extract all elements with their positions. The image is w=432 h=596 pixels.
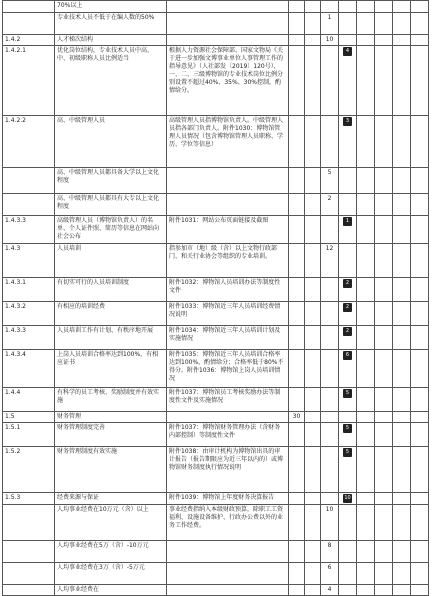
- empty-cell: [375, 563, 393, 585]
- score-badge: 5: [343, 424, 352, 433]
- score-cell: [289, 585, 305, 596]
- empty-cell: [375, 585, 393, 596]
- empty-cell: [393, 278, 411, 302]
- empty-cell: [357, 278, 375, 302]
- table-row: [3, 493, 429, 505]
- table-row: [3, 216, 429, 244]
- empty-cell: [375, 244, 393, 278]
- score-cell: [289, 493, 305, 505]
- table-body: [3, 1, 429, 596]
- code-cell: 1.4.3.2: [3, 302, 55, 326]
- table-row: [3, 244, 429, 278]
- empty-cell: [357, 194, 375, 216]
- code-cell: 1.4.4: [3, 388, 55, 412]
- detail-cell: [167, 194, 289, 216]
- code-cell: 1.4.3.3: [3, 216, 55, 244]
- score-badge: 10: [344, 495, 351, 501]
- empty-cell: [393, 1, 411, 13]
- detail-cell: 事业经费指纳入本级财政预算，除职工工资福利、设施设备维护、行政办公费以外的业务工作经费。: [167, 505, 289, 541]
- empty-cell: [393, 493, 411, 505]
- empty-cell: [375, 447, 393, 493]
- badge-cell: [339, 350, 357, 388]
- table-row: [3, 541, 429, 563]
- detail-cell: [167, 585, 289, 596]
- empty-cell: [393, 35, 411, 46]
- score-badge: 3: [343, 117, 352, 126]
- empty-cell: [305, 326, 321, 350]
- empty-cell: [357, 493, 375, 505]
- badge-cell: [339, 447, 357, 493]
- empty-cell: [393, 216, 411, 244]
- level-cell: 1: [321, 13, 339, 35]
- score-cell: [289, 35, 305, 46]
- detail-cell: 附件1032：博物馆人员培训办法等制度性文件: [167, 278, 289, 302]
- empty-cell: [305, 216, 321, 244]
- level-cell: [321, 423, 339, 447]
- level-cell: [321, 278, 339, 302]
- empty-cell: [393, 447, 411, 493]
- empty-cell: [375, 493, 393, 505]
- detail-cell: 附件1031：网站公布页面链接及截图: [167, 216, 289, 244]
- table-row: [3, 563, 429, 585]
- level-cell: 12: [321, 244, 339, 278]
- empty-cell: [411, 168, 429, 194]
- score-cell: [289, 350, 305, 388]
- empty-cell: [411, 46, 429, 116]
- empty-cell: [393, 116, 411, 168]
- item-cell: 优化岗位结构，专业技术人员中高、中、初级职称人员比例适当: [55, 46, 167, 116]
- badge-cell: [339, 423, 357, 447]
- badge-cell: [339, 168, 357, 194]
- empty-cell: [411, 216, 429, 244]
- table-row: [3, 505, 429, 541]
- empty-cell: [375, 350, 393, 388]
- level-cell: 10: [321, 35, 339, 46]
- item-cell: 70%以上: [55, 1, 167, 13]
- level-cell: [321, 116, 339, 168]
- table-row: [3, 278, 429, 302]
- badge-cell: [339, 194, 357, 216]
- code-cell: [3, 563, 55, 585]
- detail-cell: 附件1038：由审计机构为博物馆出具的审计报告（报告期限应为近三年以内的）或博物馆财务制度执行情况说明: [167, 447, 289, 493]
- empty-cell: [305, 1, 321, 13]
- table-row: [3, 13, 429, 35]
- empty-cell: [357, 423, 375, 447]
- score-badge: 2: [343, 303, 352, 312]
- score-badge: 6: [343, 351, 352, 360]
- level-cell: 5: [321, 168, 339, 194]
- level-cell: [321, 302, 339, 326]
- score-badge: 1: [343, 217, 352, 226]
- code-cell: 1.4.2.1: [3, 46, 55, 116]
- empty-cell: [375, 194, 393, 216]
- empty-cell: [411, 585, 429, 596]
- empty-cell: [375, 168, 393, 194]
- item-cell: 有相应的培训经费: [55, 302, 167, 326]
- level-cell: [321, 46, 339, 116]
- empty-cell: [393, 423, 411, 447]
- code-cell: 1.5.3: [3, 493, 55, 505]
- empty-cell: [357, 388, 375, 412]
- badge-cell: [339, 302, 357, 326]
- empty-cell: [357, 1, 375, 13]
- code-cell: [3, 541, 55, 563]
- empty-cell: [357, 326, 375, 350]
- empty-cell: [393, 168, 411, 194]
- empty-cell: [411, 244, 429, 278]
- code-cell: 1.5: [3, 412, 55, 423]
- empty-cell: [357, 168, 375, 194]
- badge-cell: [339, 46, 357, 116]
- code-cell: [3, 168, 55, 194]
- item-cell: 经费来源与保证: [55, 493, 167, 505]
- empty-cell: [393, 326, 411, 350]
- empty-cell: [411, 447, 429, 493]
- empty-cell: [411, 505, 429, 541]
- empty-cell: [393, 388, 411, 412]
- score-cell: [289, 116, 305, 168]
- empty-cell: [393, 194, 411, 216]
- item-cell: 专业技术人员不低于在编人数的50%: [55, 13, 167, 35]
- table-row: [3, 585, 429, 596]
- detail-cell: 根据人力资源社会保障部、国家文物局《关于进一步加强文博事业单位人事管理工作的指导意见》（人社部发〔2019〕120号），一、二、三级博物馆的专业技术岗位比例分别设置不超过40%、35%、30%控制，酌情给分。: [167, 46, 289, 116]
- empty-cell: [375, 423, 393, 447]
- table-row: [3, 1, 429, 13]
- empty-cell: [393, 350, 411, 388]
- code-cell: 1.5.1: [3, 423, 55, 447]
- level-cell: 2: [321, 194, 339, 216]
- badge-cell: [339, 216, 357, 244]
- table-row: [3, 447, 429, 493]
- badge-cell: [339, 35, 357, 46]
- score-cell: [289, 388, 305, 412]
- empty-cell: [393, 244, 411, 278]
- empty-cell: [305, 194, 321, 216]
- code-cell: 1.4.3.1: [3, 278, 55, 302]
- table-row: [3, 423, 429, 447]
- table-row: [3, 350, 429, 388]
- empty-cell: [393, 563, 411, 585]
- empty-cell: [393, 505, 411, 541]
- empty-cell: [357, 412, 375, 423]
- empty-cell: [375, 541, 393, 563]
- detail-cell: [167, 541, 289, 563]
- score-cell: [289, 563, 305, 585]
- score-badge: 2: [343, 327, 352, 336]
- level-cell: 8: [321, 541, 339, 563]
- badge-cell: [339, 505, 357, 541]
- table-row: [3, 302, 429, 326]
- empty-cell: [375, 302, 393, 326]
- detail-cell: [167, 412, 289, 423]
- item-cell: 人员培训工作有计划、有秩序地开展: [55, 326, 167, 350]
- score-cell: [289, 302, 305, 326]
- empty-cell: [305, 168, 321, 194]
- table-row: [3, 116, 429, 168]
- detail-cell: [167, 563, 289, 585]
- badge-cell: [339, 1, 357, 13]
- detail-cell: [167, 35, 289, 46]
- detail-cell: 附件1034：博物馆近三年人员培训计划及实施情况: [167, 326, 289, 350]
- score-badge: 5: [343, 389, 352, 398]
- level-cell: 6: [321, 563, 339, 585]
- level-cell: [321, 412, 339, 423]
- empty-cell: [411, 388, 429, 412]
- empty-cell: [375, 13, 393, 35]
- code-cell: 1.4.3.3: [3, 326, 55, 350]
- empty-cell: [411, 326, 429, 350]
- empty-cell: [411, 116, 429, 168]
- empty-cell: [375, 1, 393, 13]
- item-cell: 人均事业经费在10万元（含）以上: [55, 505, 167, 541]
- empty-cell: [393, 412, 411, 423]
- empty-cell: [411, 350, 429, 388]
- empty-cell: [411, 423, 429, 447]
- badge-cell: [339, 326, 357, 350]
- evaluation-table: [2, 0, 429, 596]
- table-row: [3, 326, 429, 350]
- code-cell: 1.4.3: [3, 244, 55, 278]
- code-cell: [3, 505, 55, 541]
- empty-cell: [305, 505, 321, 541]
- score-cell: [289, 244, 305, 278]
- empty-cell: [375, 46, 393, 116]
- score-cell: 30: [289, 412, 305, 423]
- empty-cell: [305, 493, 321, 505]
- empty-cell: [375, 505, 393, 541]
- empty-cell: [305, 388, 321, 412]
- score-badge: 5: [343, 448, 352, 457]
- detail-cell: 附件1039：博物馆上年度财务决算报告: [167, 493, 289, 505]
- score-cell: [289, 447, 305, 493]
- code-cell: [3, 194, 55, 216]
- detail-cell: 高级管理人员指博物馆负责人。中级管理人员指各部门负责人。附件1030：博物馆管理人员情况（包含博物馆管理人员职称、学历、学位等信息）: [167, 116, 289, 168]
- empty-cell: [411, 302, 429, 326]
- empty-cell: [375, 216, 393, 244]
- detail-cell: [167, 168, 289, 194]
- empty-cell: [393, 46, 411, 116]
- score-cell: [289, 326, 305, 350]
- empty-cell: [357, 505, 375, 541]
- score-badge: 4: [343, 47, 352, 56]
- score-cell: [289, 168, 305, 194]
- empty-cell: [305, 302, 321, 326]
- detail-cell: [167, 1, 289, 13]
- code-cell: [3, 13, 55, 35]
- empty-cell: [305, 46, 321, 116]
- score-cell: [289, 216, 305, 244]
- item-cell: 有科学的员工考核、奖励制度并有效实施: [55, 388, 167, 412]
- detail-cell: 附件1033：博物馆近三年人员培训经费情况说明: [167, 302, 289, 326]
- empty-cell: [357, 116, 375, 168]
- empty-cell: [305, 13, 321, 35]
- item-cell: 高、中级管理人员: [55, 116, 167, 168]
- empty-cell: [393, 541, 411, 563]
- code-cell: 1.4.2.2: [3, 116, 55, 168]
- empty-cell: [375, 326, 393, 350]
- empty-cell: [411, 412, 429, 423]
- empty-cell: [305, 585, 321, 596]
- score-cell: [289, 1, 305, 13]
- empty-cell: [393, 13, 411, 35]
- empty-cell: [411, 194, 429, 216]
- empty-cell: [357, 35, 375, 46]
- item-cell: 人才梯次结构: [55, 35, 167, 46]
- code-cell: [3, 1, 55, 13]
- empty-cell: [357, 13, 375, 35]
- item-cell: 上岗人员培训合格率达到100%，有相应证书: [55, 350, 167, 388]
- empty-cell: [411, 541, 429, 563]
- empty-cell: [375, 35, 393, 46]
- item-cell: 有切实可行的人员培训制度: [55, 278, 167, 302]
- empty-cell: [357, 585, 375, 596]
- code-cell: [3, 585, 55, 596]
- badge-cell: [339, 585, 357, 596]
- badge-cell: [339, 13, 357, 35]
- table-row: [3, 168, 429, 194]
- empty-cell: [411, 1, 429, 13]
- score-badge: 2: [343, 279, 352, 288]
- table-row: [3, 35, 429, 46]
- empty-cell: [357, 216, 375, 244]
- level-cell: [321, 493, 339, 505]
- empty-cell: [357, 541, 375, 563]
- badge-cell: [339, 278, 357, 302]
- score-cell: [289, 423, 305, 447]
- badge-cell: [339, 541, 357, 563]
- detail-cell: 附件1037：博物馆员工考核奖励办法等制度性文件及实施情况: [167, 388, 289, 412]
- detail-cell: 附件1037：博物馆财务管理办法（含财务内部控制）等制度性文件: [167, 423, 289, 447]
- empty-cell: [305, 244, 321, 278]
- code-cell: 1.4.2: [3, 35, 55, 46]
- badge-cell: [339, 388, 357, 412]
- item-cell: 财务管理制度有效实施: [55, 447, 167, 493]
- empty-cell: [411, 35, 429, 46]
- item-cell: 人均事业经费在3万（含）-5万元: [55, 563, 167, 585]
- score-cell: [289, 541, 305, 563]
- item-cell: 人均事业经费在: [55, 585, 167, 596]
- empty-cell: [305, 35, 321, 46]
- empty-cell: [411, 563, 429, 585]
- score-cell: [289, 46, 305, 116]
- badge-cell: [339, 116, 357, 168]
- item-cell: 高、中级管理人员都具有大专以上文化程度: [55, 194, 167, 216]
- level-cell: [321, 216, 339, 244]
- item-cell: 高、中级管理人员都具备大学以上文化程度: [55, 168, 167, 194]
- empty-cell: [411, 13, 429, 35]
- level-cell: [321, 350, 339, 388]
- empty-cell: [305, 541, 321, 563]
- code-cell: 1.5.2: [3, 447, 55, 493]
- empty-cell: [305, 423, 321, 447]
- level-cell: [321, 447, 339, 493]
- empty-cell: [305, 350, 321, 388]
- empty-cell: [305, 563, 321, 585]
- empty-cell: [357, 563, 375, 585]
- detail-cell: [167, 13, 289, 35]
- score-cell: [289, 278, 305, 302]
- badge-cell: [339, 412, 357, 423]
- empty-cell: [357, 46, 375, 116]
- item-cell: 高级管理人员（博物馆负责人）的名单、个人证件照、简历等信息在网站向社会公布: [55, 216, 167, 244]
- empty-cell: [357, 350, 375, 388]
- empty-cell: [375, 388, 393, 412]
- empty-cell: [357, 447, 375, 493]
- item-cell: 财务管理制度完善: [55, 423, 167, 447]
- score-cell: [289, 13, 305, 35]
- badge-cell: [339, 244, 357, 278]
- code-cell: 1.4.3.4: [3, 350, 55, 388]
- level-cell: [321, 388, 339, 412]
- empty-cell: [305, 412, 321, 423]
- empty-cell: [357, 244, 375, 278]
- empty-cell: [375, 412, 393, 423]
- score-cell: [289, 505, 305, 541]
- level-cell: 10: [321, 505, 339, 541]
- empty-cell: [375, 278, 393, 302]
- level-cell: [321, 1, 339, 13]
- table-row: [3, 412, 429, 423]
- empty-cell: [305, 116, 321, 168]
- empty-cell: [393, 302, 411, 326]
- score-cell: [289, 194, 305, 216]
- detail-cell: 附件1035：博物馆近三年人员培训合格率达到100%，酌情给分；合格率低于80%不得分。附件1036：博物馆上岗人员培训情况: [167, 350, 289, 388]
- empty-cell: [305, 447, 321, 493]
- table-row: [3, 46, 429, 116]
- table-row: [3, 194, 429, 216]
- level-cell: 4: [321, 585, 339, 596]
- badge-cell: [339, 563, 357, 585]
- item-cell: 人员培训: [55, 244, 167, 278]
- empty-cell: [357, 302, 375, 326]
- badge-cell: [339, 493, 357, 505]
- empty-cell: [393, 585, 411, 596]
- table-row: [3, 388, 429, 412]
- item-cell: 财务管理: [55, 412, 167, 423]
- item-cell: 人均事业经费在5万（含）-10万元: [55, 541, 167, 563]
- level-cell: [321, 326, 339, 350]
- empty-cell: [411, 493, 429, 505]
- detail-cell: 指参加市（地）级（含）以上文物行政部门、和关行业协会等组织的专业培训。: [167, 244, 289, 278]
- empty-cell: [411, 278, 429, 302]
- empty-cell: [305, 278, 321, 302]
- empty-cell: [375, 116, 393, 168]
